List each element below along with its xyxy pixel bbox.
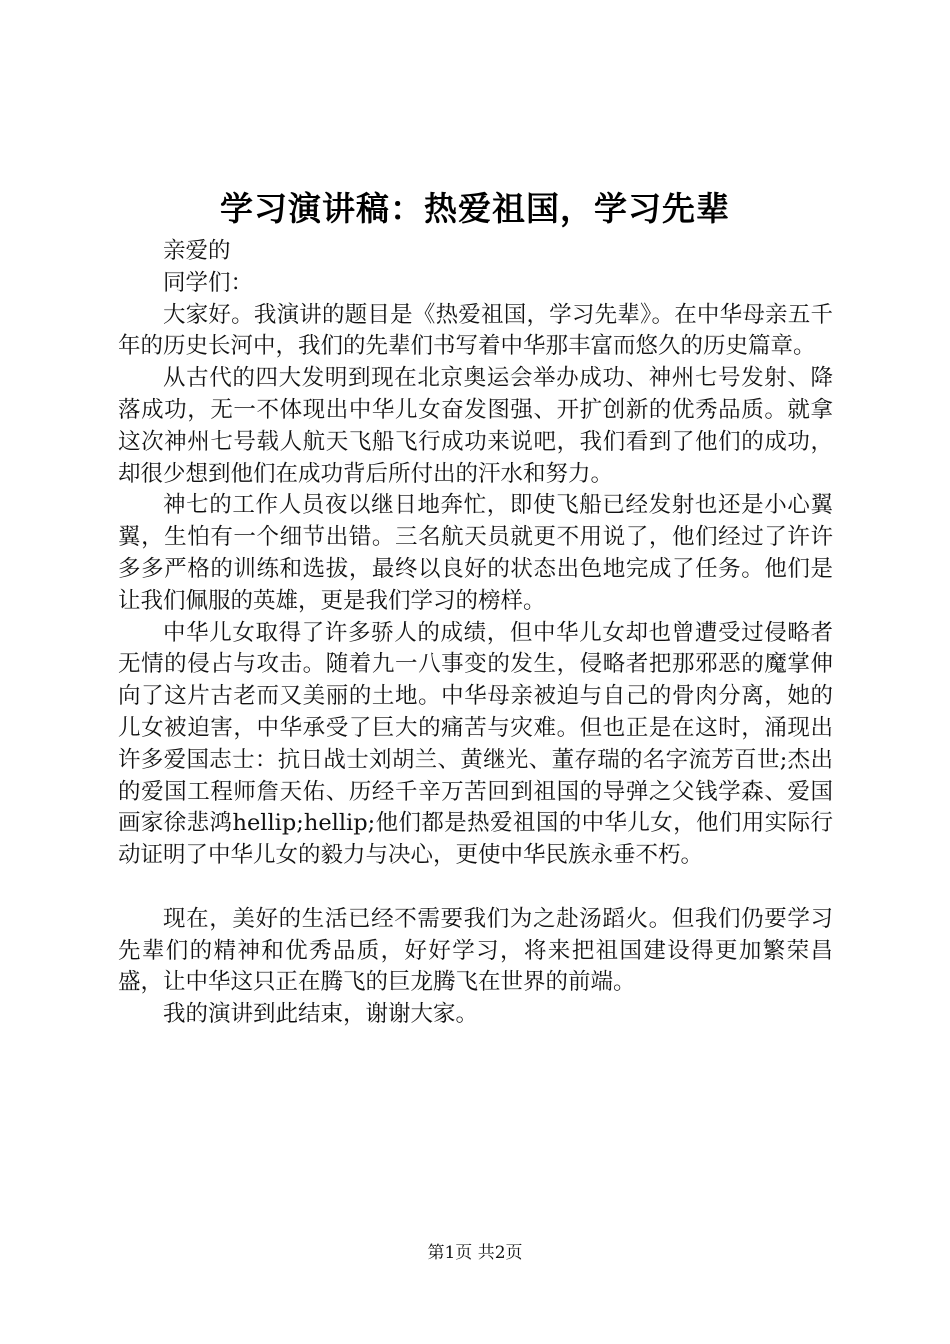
document-body	[118, 236, 833, 1031]
paragraph: 大家好。我演讲的题目是《热爱祖国，学习先辈》。在中华母亲五千年的历史长河中，我们的先辈们书写着中华那丰富而悠久的历史篇章。	[118, 301, 833, 360]
document-title: 学习演讲稿：热爱祖国，学习先辈	[220, 189, 730, 228]
paragraph: 现在，美好的生活已经不需要我们为之赴汤蹈火。但我们仍要学习先辈们的精神和优秀品质，好好学习，将来把祖国建设得更加繁荣昌盛，让中华这只正在腾飞的巨龙腾飞在世界的前端。	[118, 905, 833, 996]
paragraph: 神七的工作人员夜以继日地奔忙，即使飞船已经发射也还是小心翼翼，生怕有一个细节出错。三名航天员就更不用说了，他们经过了许许多多严格的训练和选拔，最终以良好的状态出色地完成了任务。他们是让我们佩服的英雄，更是我们学习的榜样。	[118, 492, 833, 614]
closing-paragraph: 我的演讲到此结束，谢谢大家。	[163, 1001, 479, 1028]
greeting-line-2: 同学们：	[163, 269, 254, 296]
greeting-line-1: 亲爱的	[163, 238, 231, 264]
page-number-footer: 第1页 共2页	[427, 1243, 523, 1263]
paragraph: 从古代的四大发明到现在北京奥运会举办成功、神州七号发射、降落成功，无一不体现出中华儿女奋发图强、开扩创新的优秀品质。就拿这次神州七号载人航天飞船飞行成功来说吧，我们看到了他们的成功，却很少想到他们在成功背后所付出的汗水和努力。	[118, 365, 833, 487]
paragraph: 中华儿女取得了许多骄人的成绩，但中华儿女却也曾遭受过侵略者无情的侵占与攻击。随着九一八事变的发生，侵略者把那邪恶的魔掌伸向了这片古老而又美丽的土地。中华母亲被迫与自己的骨肉分离，她的儿女被迫害，中华承受了巨大的痛苦与灾难。但也正是在这时，涌现出许多爱国志士：抗日战士刘胡兰、黄继光、董存瑞的名字流芳百世;杰出的爱国工程师詹天佑、历经千辛万苦回到祖国的导弹之父钱学森、爱国画家徐悲鸿hellip;hellip;他们都是热爱祖国的中华儿女，他们用实际行动证明了中华儿女的毅力与决心，更使中华民族永垂不朽。	[118, 619, 833, 869]
